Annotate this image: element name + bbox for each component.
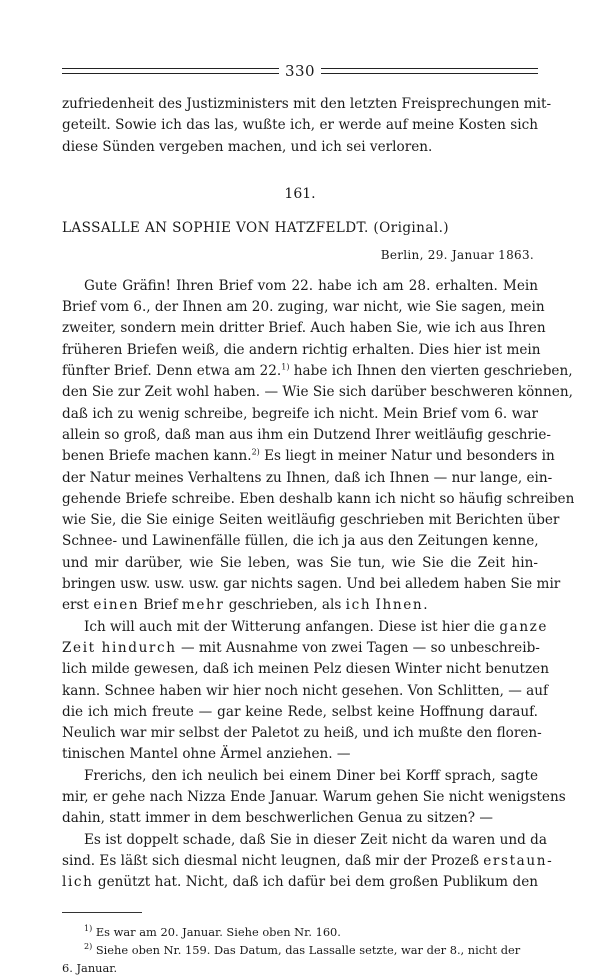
text-line: allein so groß, daß man aus ihm ein Dutzend Ihrer weitläufig geschrie- [62,426,552,443]
text-line [62,361,573,382]
text-line: früheren Briefen weiß, die andern richtig erhalten. Dies hier ist mein [62,341,541,358]
text-line: Brief vom 6., der Ihnen am 20. zuging, war nicht, wie Sie sagen, mein [62,299,545,316]
footnote-divider [62,912,142,913]
text-line: daß ich zu wenig schreibe, begreife ich nicht. Mein Brief vom 6. war [62,405,538,422]
text-line: Frerichs, den ich neulich bei einem Diner bei Korff sprach, sagte [84,767,538,784]
text-line: zufriedenheit des Justizministers mit den letzten Freisprechungen mit- [62,96,552,112]
text-segment: genützt hat. Nicht, daß ich dafür bei dem großen Publikum den [97,874,538,891]
header-rule-right [321,68,538,74]
footnote-marker: 2) [84,941,93,951]
footnote-marker: 2) [251,447,260,457]
text-segment: erst [62,597,89,614]
text-line: die ich mich freute — gar keine Rede, selbst keine Hoffnung darauf. [62,703,538,720]
text-line: geteilt. Sowie ich das las, wußte ich, er werde auf meine Kosten sich [62,117,538,134]
text-line: Gute Gräfin! Ihren Brief vom 22. habe ich am 28. erhalten. Mein [84,277,538,294]
paragraph [62,617,549,766]
footnote-text: Es war am 20. Januar. Siehe oben Nr. 160. [95,924,341,939]
emphasis-text: lich [62,874,94,891]
text-line: diese Sünden vergeben machen, und ich sei verloren. [62,138,433,155]
footnote-text: Siehe oben Nr. 159. Das Datum, das Lassalle setzte, war der 8., nicht der [95,942,521,957]
text-segment: Es liegt in meiner Natur und besonders in [264,448,555,465]
text-line: tinischen Mantel ohne Ärmel anziehen. — [62,746,351,763]
text-segment: benen Briefe machen kann. [62,448,252,465]
text-line [62,595,538,616]
text-line: dahin, statt immer in dem beschwerlichen Genua zu sitzen? — [62,810,493,827]
page-number: 330 [284,62,316,80]
text-line [62,872,538,893]
footnote-marker: 1) [281,362,290,372]
paragraph [62,830,554,894]
letter-dateline: Berlin, 29. Januar 1863. [380,247,534,262]
text-line: lich milde gewesen, daß ich meinen Pelz diesen Winter nicht benutzen [62,661,549,678]
text-line [62,638,538,659]
text-line: Es ist doppelt schade, daß Sie in dieser Zeit nicht da waren und da [84,831,547,848]
opening-paragraph [62,94,552,158]
text-segment: geschrieben, als [228,597,342,614]
text-segment: fünfter Brief. Denn etwa am 22. [62,363,282,380]
emphasis-text: Zeit hindurch [62,639,177,656]
footnote-2-continued: 6. Januar. [62,960,118,975]
text-line [62,617,549,638]
text-line [62,851,554,872]
text-line: Neulich war mir selbst der Paletot zu heiß, und ich mußte den floren- [62,725,542,742]
letter-body [62,276,575,894]
text-segment: Ich will auch mit der Witterung anfangen. Diese ist hier die [84,618,495,635]
text-line: der Natur meines Verhaltens zu Ihnen, daß ich Ihnen — nur lange, ein- [62,469,553,486]
text-line: den Sie zur Zeit wohl haben. — Wie Sie sich darüber beschweren können, [62,384,573,401]
text-line: wie Sie, die Sie einige Seiten weitläufig geschrieben mit Berichten über [62,512,560,529]
footnote-marker: 1) [84,923,93,933]
emphasis-text: einen [93,597,140,614]
document-page [62,58,575,977]
emphasis-text: erstaun- [483,852,554,869]
text-line: bringen usw. usw. usw. gar nichts sagen. Und bei alledem haben Sie mir [62,576,561,593]
letter-title: LASSALLE AN SOPHIE VON HATZFELDT. (Original.) [62,219,449,236]
text-line: mir, er gehe nach Nizza Ende Januar. Warum gehen Sie nicht wenigstens [62,789,566,806]
header-rule-left [62,68,279,74]
page-header [62,58,538,84]
emphasis-text: Ihnen. [375,597,430,614]
emphasis-text: ganze [499,618,549,635]
text-line [62,446,555,467]
text-line: und mir darüber, wie Sie leben, was Sie tun, wie Sie die Zeit hin- [62,554,538,571]
emphasis-text: mehr [181,597,225,614]
text-segment: habe ich Ihnen den vierten geschrieben, [293,363,573,380]
text-line: gehende Briefe schreibe. Eben deshalb kann ich nicht so häufig schreiben [62,490,575,507]
text-line: Schnee- und Lawinenfälle füllen, die ich ja aus den Zeitungen kenne, [62,533,539,550]
paragraph [62,766,566,830]
text-segment: Brief [143,597,178,614]
emphasis-text: ich [345,597,372,614]
footnote-1 [62,923,538,941]
paragraph [62,276,575,617]
text-segment: — mit Ausnahme von zwei Tagen — so unbeschreib- [180,639,540,656]
text-line: zweiter, sondern mein dritter Brief. Auch haben Sie, wie ich aus Ihren [62,320,546,337]
letter-number: 161. [284,185,316,202]
text-line: kann. Schnee haben wir hier noch nicht gesehen. Von Schlitten, — auf [62,682,549,699]
text-segment: sind. Es läßt sich diesmal nicht leugnen, daß mir der Prozeß [62,852,479,869]
